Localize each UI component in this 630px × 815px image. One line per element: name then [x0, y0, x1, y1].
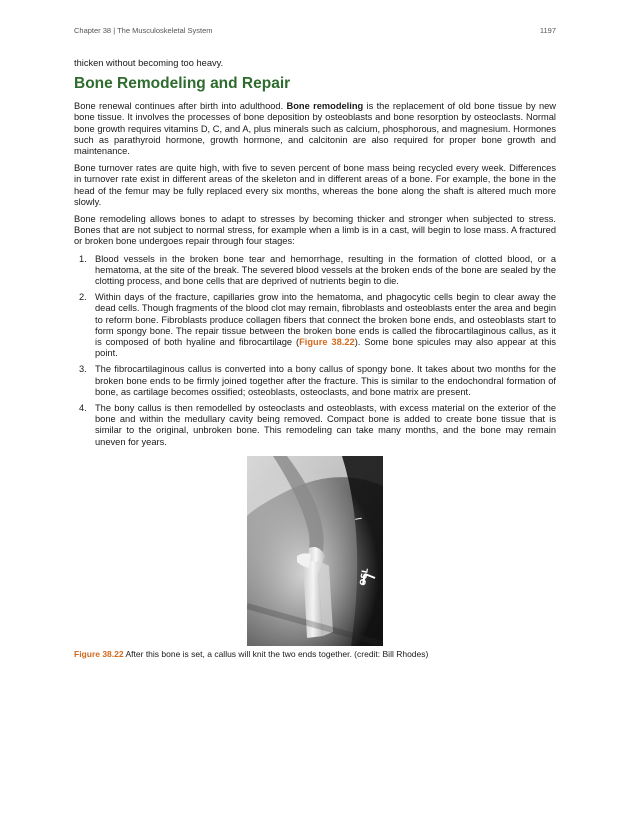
list-number: 4. [79, 403, 87, 414]
list-number: 2. [79, 292, 87, 303]
list-item-text: Within days of the fracture, capillaries grow into the hematoma, and phagocytic cells begin to clear away the dead cells. Though fragments of the blood clot may remain, fibroblasts and osteoblasts enter the area and begin to reform bone. Fibroblasts produce collagen fibers that connect the broken bone ends, and osteoblasts start to form spongy bone. The repair tissue between the broken bone ends is called the fibrocartilaginous callus, as it is composed of both hyaline and fibrocartilage ( [95, 292, 556, 348]
figure-caption [74, 649, 556, 660]
paragraph-text: is the replacement of old bone tissue by new bone tissue. It involves the processes of bone deposition by osteoblasts and bone resorption by osteoclasts. Normal bone growth requires vitamins D, C, and A, plus minerals such as calcium, phosphorous, and magnesium. Hormones such as parathyroid hormone, growth hormone, and calcitonin are also required for proper bone growth and maintenance. [74, 101, 556, 157]
paragraph-adaptation: Bone remodeling allows bones to adapt to stresses by becoming thicker and stronger when subjected to stress. Bones that are not subject to normal stress, for example when a limb is in a cast, will begin to lose mass. A fractured or broken bone undergoes repair through four stages: [74, 214, 556, 247]
figure-caption-text: After this bone is set, a callus will knit the two ends together. (credit: Bill Rhodes) [123, 648, 429, 659]
list-number: 1. [79, 253, 87, 264]
list-item-text: The fibrocartilaginous callus is converted into a bony callus of spongy bone. It takes about two months for the broken bone ends to be firmly joined together after the fracture. This is similar to the endochondral formation of bone, as cartilage becomes ossified; osteoblasts, osteoclasts, and bone matrix are present. [95, 364, 556, 397]
key-term-bone-remodeling: Bone remodeling [286, 101, 364, 112]
xray-tick-mark: I [352, 516, 363, 522]
xray-marker-label: OSL [358, 567, 371, 587]
list-item [74, 292, 556, 359]
paragraph-turnover: Bone turnover rates are quite high, with five to seven percent of bone mass being recycled every week. Differences in turnover rate exist in different areas of the skeleton and in different areas of a bone. For example, the bone in the head of the femur may be fully replaced every six months, whereas the bone along the shaft is altered much more slowly. [74, 163, 556, 207]
page-number: 1197 [539, 26, 556, 35]
paragraph-text: Bone renewal continues after birth into adulthood. [74, 101, 287, 112]
main-content [74, 58, 556, 660]
chapter-title: Chapter 38 | The Musculoskeletal System [74, 26, 213, 35]
list-item-text: ). Some bone spicules may also appear at this point. [95, 337, 556, 359]
xray-image [247, 456, 383, 646]
continued-text: thicken without becoming too heavy. [74, 58, 224, 68]
list-item-text: Blood vessels in the broken bone tear and hemorrhage, resulting in the formation of clotted blood, or a hematoma, at the site of the break. The severed blood vessels at the broken ends of the bone are sealed by the clotting process, and bone cells that are deprived of nutrients begin to die. [95, 253, 556, 287]
running-header [74, 26, 556, 38]
list-item [74, 364, 556, 398]
list-item [74, 403, 556, 448]
repair-stages-list [74, 254, 556, 448]
list-item [74, 254, 556, 288]
list-item-text: The bony callus is then remodelled by osteoclasts and osteoblasts, with excess material on the exterior of the bone and within the medullary cavity being removed. Compact bone is added to create bone tissue that is similar to the original, unbroken bone. This remodeling can take many months, and the bone may remain uneven for years. [95, 403, 556, 447]
section-heading: Bone Remodeling and Repair [74, 75, 291, 93]
figure-38-22 [74, 456, 556, 660]
paragraph-bone-renewal [74, 101, 556, 157]
figure-reference-link[interactable]: Figure 38.22 [299, 337, 355, 348]
figure-label: Figure 38.22 [74, 648, 124, 659]
list-number: 3. [79, 364, 87, 375]
